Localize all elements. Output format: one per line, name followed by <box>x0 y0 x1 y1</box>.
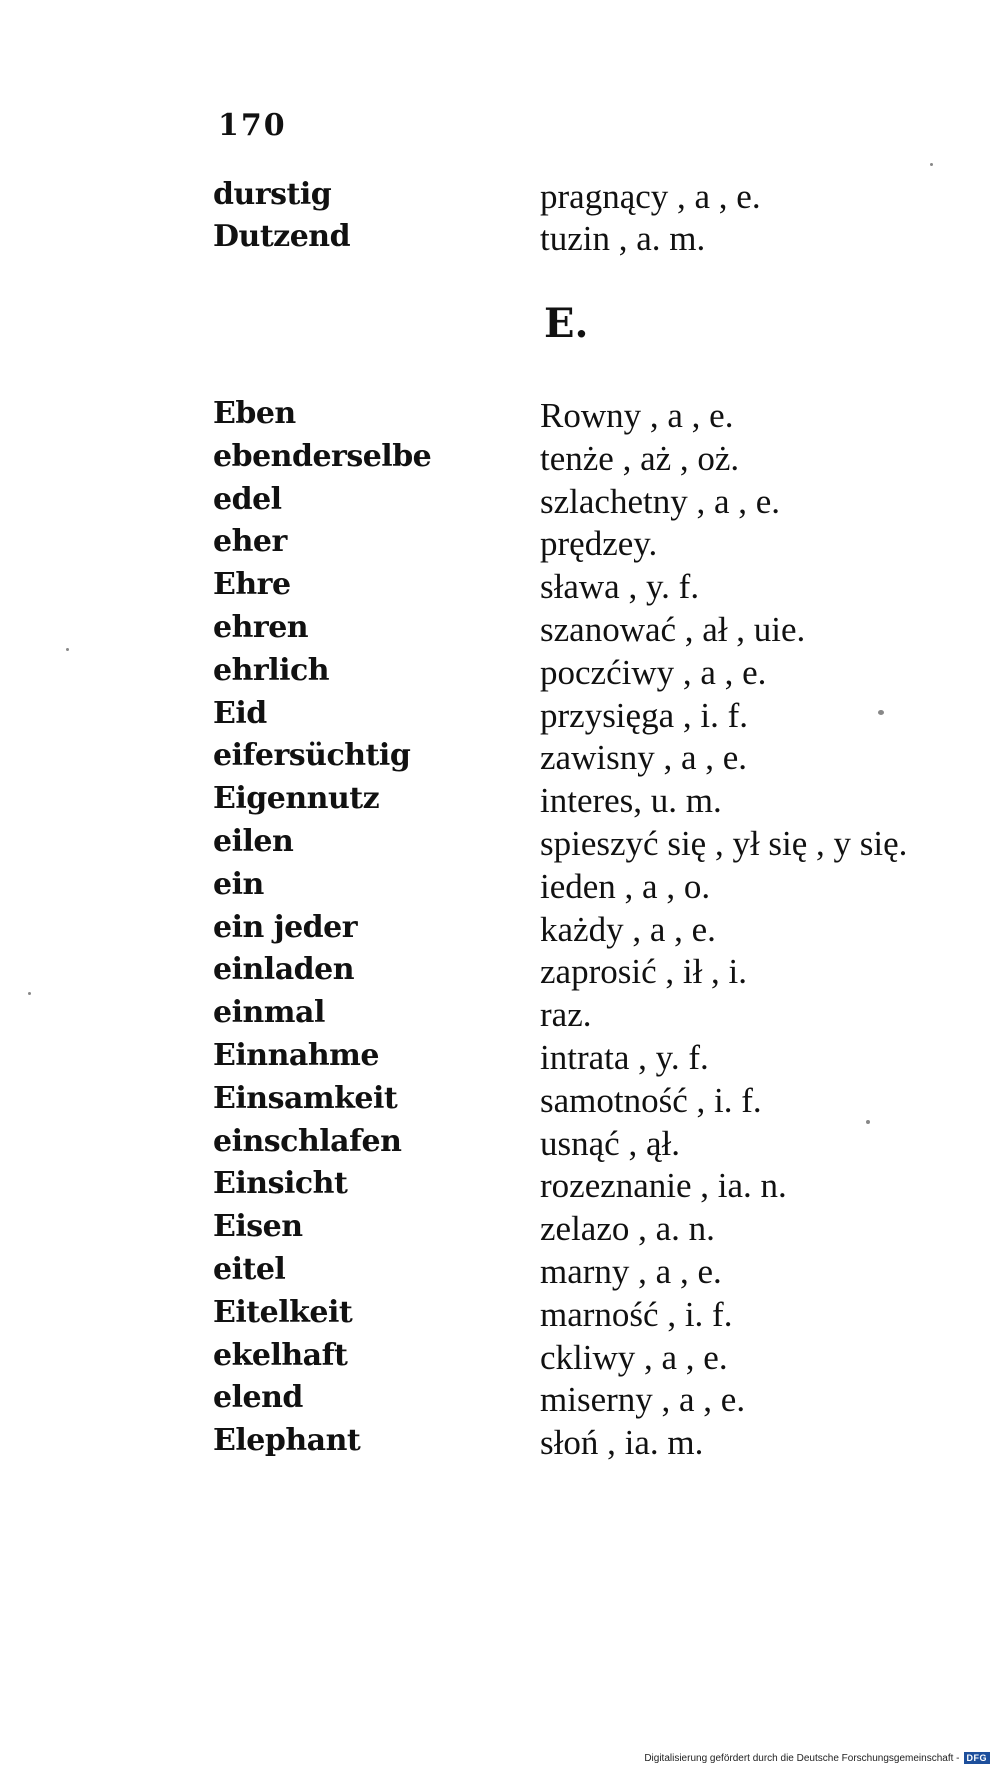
polish-translation: rozeznanie , ia. n. <box>540 1166 787 1206</box>
dictionary-entry <box>0 610 1000 650</box>
polish-translation: interes, u. m. <box>540 781 722 821</box>
german-headword: elend <box>213 1380 303 1416</box>
polish-translation: tuzin , a. m. <box>540 219 706 258</box>
polish-translation: prędzey. <box>540 524 658 564</box>
dictionary-entry <box>0 1338 1000 1378</box>
german-headword: einladen <box>213 952 355 988</box>
polish-translation: marność , i. f. <box>540 1294 733 1334</box>
dictionary-entry <box>0 781 1000 821</box>
polish-translation: szlachetny , a , e. <box>540 481 781 521</box>
polish-translation: ckliwy , a , e. <box>540 1337 728 1377</box>
dictionary-entry <box>0 1295 1000 1335</box>
polish-translation: miserny , a , e. <box>540 1380 746 1420</box>
polish-translation: każdy , a , e. <box>540 909 716 949</box>
dictionary-entry <box>0 867 1000 907</box>
german-headword: Einnahme <box>213 1038 379 1073</box>
paper-speck <box>66 648 69 651</box>
polish-translation: poczćiwy , a , e. <box>540 652 767 692</box>
polish-translation: raz. <box>540 995 592 1035</box>
dictionary-entry <box>0 482 1000 522</box>
dictionary-entry <box>0 738 1000 778</box>
dictionary-entry <box>0 1081 1000 1121</box>
digitization-footer <box>644 1752 990 1764</box>
dictionary-entry <box>0 653 1000 693</box>
dictionary-entry <box>0 910 1000 950</box>
german-headword: ein jeder <box>213 909 358 945</box>
section-letter: E. <box>544 300 589 347</box>
german-headword: Eigennutz <box>213 781 380 817</box>
polish-translation: słoń , ia. m. <box>540 1423 704 1463</box>
dictionary-entry <box>0 1423 1000 1463</box>
dictionary-entry <box>0 1038 1000 1078</box>
german-headword: durstig <box>213 177 332 212</box>
polish-translation: sława , y. f. <box>540 567 700 607</box>
german-headword: eifersüchtig <box>213 738 411 774</box>
polish-translation: zelazo , a. n. <box>540 1209 715 1249</box>
dictionary-entry <box>0 567 1000 607</box>
german-headword: eitel <box>213 1252 286 1287</box>
dictionary-entry <box>0 824 1000 864</box>
german-headword: Elephant <box>213 1423 361 1459</box>
polish-translation: usnąć , ął. <box>540 1123 680 1163</box>
german-headword: ein <box>213 866 264 902</box>
footer-text: Digitalisierung gefördert durch die Deutsche Forschungsgemeinschaft - <box>644 1752 960 1764</box>
german-headword: Einsamkeit <box>213 1080 398 1116</box>
german-headword: Ehre <box>213 567 291 603</box>
german-headword: Eben <box>213 396 296 431</box>
german-headword: eilen <box>213 824 294 859</box>
polish-translation: marny , a , e. <box>540 1252 722 1291</box>
german-headword: Eisen <box>213 1209 303 1245</box>
polish-translation: pragnący , a , e. <box>540 177 761 216</box>
dictionary-entry <box>0 952 1000 992</box>
dictionary-entry <box>0 995 1000 1035</box>
dictionary-entry <box>0 696 1000 736</box>
dfg-logo-icon: DFG <box>964 1752 991 1764</box>
german-headword: einmal <box>213 995 325 1031</box>
german-headword: ekelhaft <box>213 1337 348 1373</box>
polish-translation: przysięga , i. f. <box>540 695 748 735</box>
dictionary-entry <box>0 396 1000 436</box>
dictionary-entry <box>0 1252 1000 1292</box>
paper-speck <box>28 992 31 995</box>
dictionary-entry <box>0 177 1000 217</box>
german-headword: Dutzend <box>213 219 351 254</box>
german-headword: edel <box>213 481 282 517</box>
german-headword: eher <box>213 524 287 560</box>
german-headword: Eitelkeit <box>213 1294 353 1330</box>
german-headword: Eid <box>213 695 267 731</box>
polish-translation: zaprosić , ił , i. <box>540 952 748 992</box>
dictionary-entry <box>0 524 1000 564</box>
polish-translation: tenże , aż , oż. <box>540 438 740 478</box>
page-number: 170 <box>218 108 287 143</box>
german-headword: ehrlich <box>213 652 330 688</box>
paper-speck <box>878 710 884 715</box>
polish-translation: zawisny , a , e. <box>540 738 748 778</box>
dictionary-entry <box>0 1166 1000 1206</box>
dictionary-entry <box>0 439 1000 479</box>
dictionary-entry <box>0 219 1000 259</box>
polish-translation: samotność , i. f. <box>540 1080 762 1120</box>
dictionary-entry <box>0 1124 1000 1164</box>
polish-translation: ieden , a , o. <box>540 866 711 906</box>
polish-translation: Rowny , a , e. <box>540 396 734 435</box>
german-headword: einschlafen <box>213 1123 402 1159</box>
dictionary-entry <box>0 1380 1000 1420</box>
polish-translation: intrata , y. f. <box>540 1038 709 1077</box>
german-headword: Einsicht <box>213 1166 348 1202</box>
paper-speck <box>866 1120 870 1124</box>
polish-translation: spieszyć się , ył się , y się. <box>540 824 908 863</box>
german-headword: ehren <box>213 610 309 645</box>
german-headword: ebenderselbe <box>213 438 432 474</box>
paper-speck <box>930 163 933 166</box>
dictionary-entry <box>0 1209 1000 1249</box>
polish-translation: szanować , ał , uie. <box>540 610 806 649</box>
